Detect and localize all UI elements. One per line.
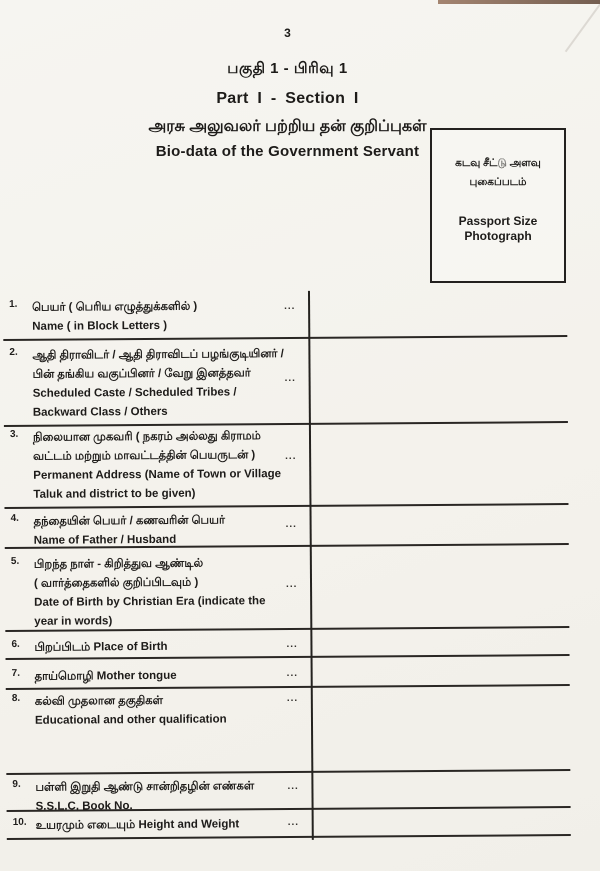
label-line: பிறந்த நாள் - கிறித்துவ ஆண்டில்	[33, 557, 204, 571]
label-line: உயரமும் எடையும் Height and Weight	[35, 818, 240, 832]
label-line: Taluk and district to be given)	[33, 487, 196, 501]
photo-box-tamil-line-1: கடவு சீட்டு அளவு	[455, 157, 541, 169]
form-row-2	[3, 337, 568, 427]
label-line: Name ( in Block Letters )	[32, 319, 168, 333]
label-line: பின் தங்கிய வகுப்பினர் / வேறு இனத்தவர்	[32, 367, 251, 381]
label-line: கல்வி முதலான தகுதிகள்	[34, 694, 164, 708]
label-line: Educational and other qualification	[34, 713, 227, 727]
label-line: S.S.L.C. Book No.	[35, 800, 133, 813]
label-line: Scheduled Caste / Scheduled Tribes /	[32, 386, 237, 400]
row-label	[34, 509, 569, 551]
passport-photo-box	[430, 128, 566, 283]
label-line: பிறப்பிடம் Place of Birth	[34, 640, 168, 654]
form-row-1	[3, 291, 567, 341]
label-line: Backward Class / Others	[32, 405, 168, 419]
photo-box-english-line-2: Photograph	[464, 229, 532, 243]
label-line: year in words)	[34, 615, 113, 628]
label-line: Permanent Address (Name of Town or Village	[33, 468, 282, 482]
label-line: நிலையான முகவரி ( நகரம் அல்லது கிராமம்	[32, 430, 261, 444]
row-dots: ...	[287, 816, 300, 829]
row-dots: ...	[284, 372, 296, 385]
form-row-6	[5, 628, 569, 660]
label-line: ( வார்த்தைகளில் குறிப்பிடவும் )	[33, 576, 199, 590]
row-label	[32, 343, 568, 423]
row-label	[35, 664, 570, 687]
form-row-5	[5, 545, 570, 632]
form-row-7	[6, 656, 570, 690]
row-dots: ...	[286, 667, 299, 680]
row-label	[35, 689, 570, 731]
row-dots: ...	[287, 780, 299, 793]
photo-box-tamil-line-2: புகைப்படம்	[469, 176, 527, 188]
bio-table-rows	[3, 291, 571, 840]
label-line: வட்டம் மற்றும் மாவட்டத்தின் பெயருடன் )	[33, 449, 256, 463]
form-row-8	[6, 686, 571, 775]
row-dots: ...	[285, 518, 297, 531]
part-heading-english: Part I - Section I	[216, 90, 359, 107]
row-dots: ...	[285, 578, 298, 591]
form-row-9	[6, 771, 570, 812]
row-number: 7.	[11, 667, 21, 679]
form-title-english: Bio-data of the Government Servant	[155, 143, 420, 160]
row-dots: ...	[284, 300, 296, 313]
row-number: 4.	[10, 512, 19, 524]
row-dots: ...	[285, 450, 297, 463]
label-line: பள்ளி இறுதி ஆண்டு சான்றிதழின் எண்கள்	[35, 780, 255, 794]
page-number: 3	[284, 26, 291, 40]
row-number: 6.	[11, 638, 20, 650]
row-label	[34, 635, 569, 658]
part-heading-tamil: பகுதி 1 - பிரிவு 1	[227, 60, 348, 77]
row-number: 5.	[10, 555, 20, 567]
bio-data-table	[3, 291, 571, 840]
label-line: தந்தையின் பெயர் / கணவரின் பெயர்	[33, 514, 225, 528]
row-number: 3.	[9, 428, 19, 440]
row-number: 2.	[9, 346, 18, 358]
row-number: 10.	[12, 816, 27, 828]
form-row-3	[4, 423, 569, 509]
label-line: தாய்மொழி Mother tongue	[34, 669, 177, 683]
row-label	[34, 552, 570, 632]
label-line: Date of Birth by Christian Era (indicate the	[34, 595, 266, 609]
scan-edge-artifact	[438, 0, 600, 4]
row-number: 9.	[12, 778, 21, 790]
row-label	[32, 295, 567, 337]
row-label	[33, 425, 569, 505]
label-line: Name of Father / Husband	[33, 533, 177, 547]
form-row-10	[7, 808, 571, 840]
form-row-4	[4, 505, 568, 549]
row-label	[36, 813, 571, 836]
photo-box-english-line-1: Passport Size	[458, 214, 538, 228]
row-dots: ...	[286, 638, 298, 651]
label-line: பெயர் ( பெரிய எழுத்துக்களில் )	[32, 300, 198, 314]
form-title-tamil: அரசு அலுவலர் பற்றிய தன் குறிப்புகள்	[148, 118, 427, 135]
label-line: ஆதி திராவிடர் / ஆதி திராவிடப் பழங்குடியினர் /	[32, 348, 284, 362]
row-dots: ...	[286, 692, 299, 705]
row-number: 1.	[9, 298, 18, 310]
row-number: 8.	[11, 692, 21, 704]
